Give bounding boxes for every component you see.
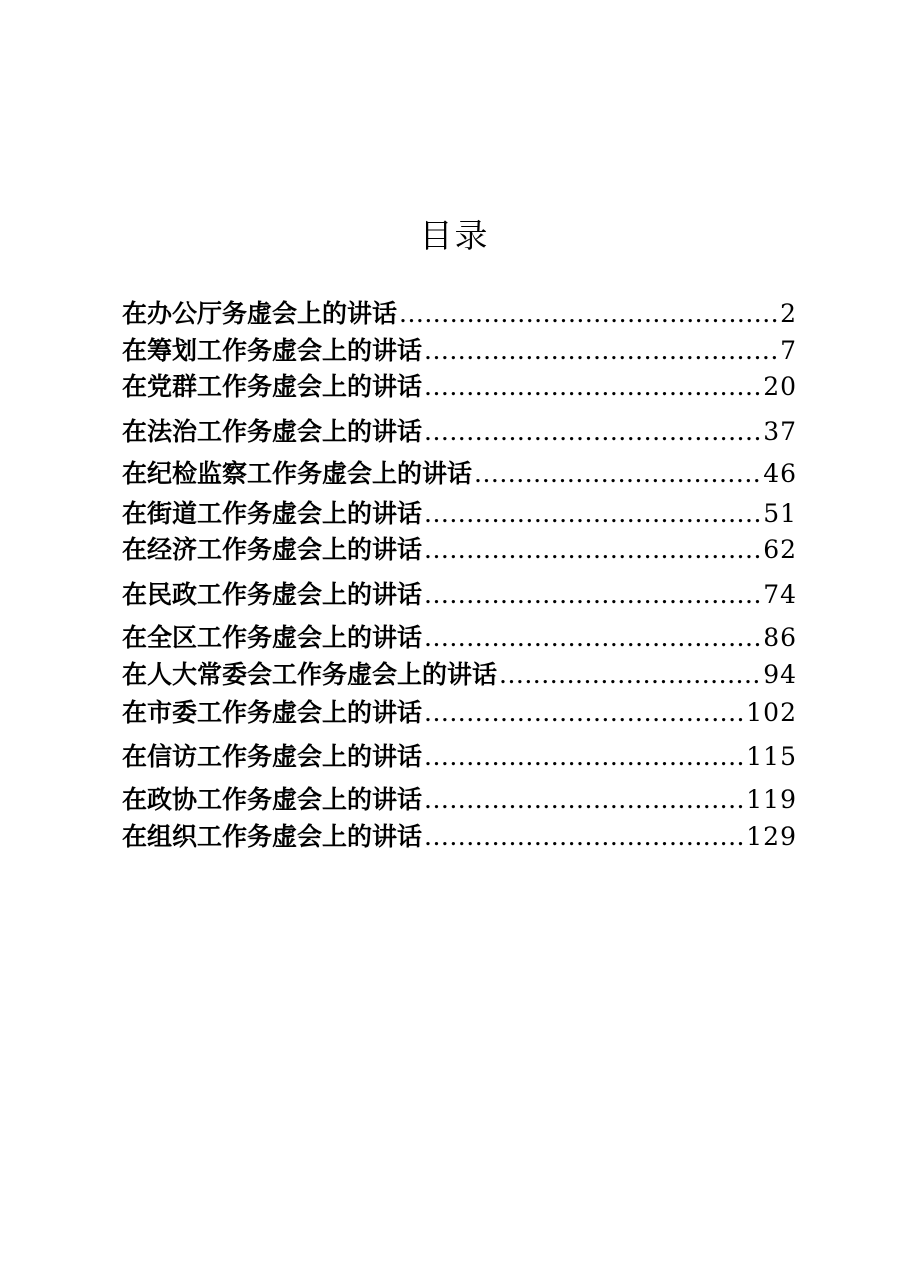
toc-page-number: 51 — [763, 499, 797, 528]
toc-dot-leader — [499, 657, 761, 693]
toc-page-number: 86 — [763, 623, 797, 652]
toc-page-number: 119 — [746, 785, 797, 814]
toc-page-number: 37 — [763, 417, 797, 446]
toc-page-number: 115 — [746, 742, 797, 771]
toc-title: 目录 — [419, 216, 490, 255]
toc-page-number: 46 — [763, 459, 797, 488]
toc-dot-leader — [424, 695, 744, 731]
toc-entry-title: 在民政工作务虚会上的讲话 — [122, 580, 423, 609]
toc-entry-title: 在信访工作务虚会上的讲话 — [122, 742, 423, 771]
toc-entry-title: 在组织工作务虚会上的讲话 — [122, 822, 423, 851]
toc-entry-title: 在经济工作务虚会上的讲话 — [122, 535, 423, 564]
toc-entry[interactable] — [122, 739, 797, 775]
toc-entry[interactable] — [122, 657, 797, 693]
toc-entry[interactable] — [122, 819, 797, 855]
toc-dot-leader — [424, 819, 744, 855]
toc-page-number: 94 — [763, 660, 797, 689]
toc-entry-title: 在党群工作务虚会上的讲话 — [122, 372, 423, 401]
toc-page-number: 2 — [780, 299, 797, 328]
toc-entry-title: 在全区工作务虚会上的讲话 — [122, 623, 423, 652]
toc-entry[interactable] — [122, 333, 797, 369]
toc-page-number: 20 — [763, 372, 797, 401]
toc-page-number: 62 — [763, 535, 797, 564]
toc-entry-title: 在人大常委会工作务虚会上的讲话 — [122, 660, 498, 689]
toc-dot-leader — [424, 782, 744, 818]
toc-entry[interactable] — [122, 456, 797, 492]
toc-page-number: 7 — [780, 336, 797, 365]
toc-entry[interactable] — [122, 695, 797, 731]
toc-dot-leader — [424, 577, 761, 613]
toc-page-number: 102 — [746, 698, 797, 727]
toc-entry-title: 在纪检监察工作务虚会上的讲话 — [122, 459, 473, 488]
toc-entry[interactable] — [122, 782, 797, 818]
toc-page-number: 129 — [746, 822, 797, 851]
toc-entry-title: 在街道工作务虚会上的讲话 — [122, 499, 423, 528]
toc-dot-leader — [424, 414, 761, 450]
toc-dot-leader — [424, 620, 761, 656]
toc-dot-leader — [424, 496, 761, 532]
toc-entry-title: 在筹划工作务虚会上的讲话 — [122, 336, 423, 365]
toc-entry[interactable] — [122, 369, 797, 405]
toc-dot-leader — [424, 369, 761, 405]
toc-entry-title: 在市委工作务虚会上的讲话 — [122, 698, 423, 727]
toc-entry-title: 在办公厅务虚会上的讲话 — [122, 299, 398, 328]
toc-entry[interactable] — [122, 532, 797, 568]
toc-entry[interactable] — [122, 620, 797, 656]
toc-page-number: 74 — [763, 580, 797, 609]
toc-dot-leader — [399, 296, 778, 332]
toc-dot-leader — [424, 532, 761, 568]
toc-dot-leader — [424, 739, 744, 775]
toc-dot-leader — [474, 456, 761, 492]
toc-entry[interactable] — [122, 577, 797, 613]
toc-entry[interactable] — [122, 414, 797, 450]
toc-entry-title: 在法治工作务虚会上的讲话 — [122, 417, 423, 446]
toc-entry-title: 在政协工作务虚会上的讲话 — [122, 785, 423, 814]
toc-dot-leader — [424, 333, 778, 369]
toc-entry[interactable] — [122, 296, 797, 332]
toc-entry[interactable] — [122, 496, 797, 532]
